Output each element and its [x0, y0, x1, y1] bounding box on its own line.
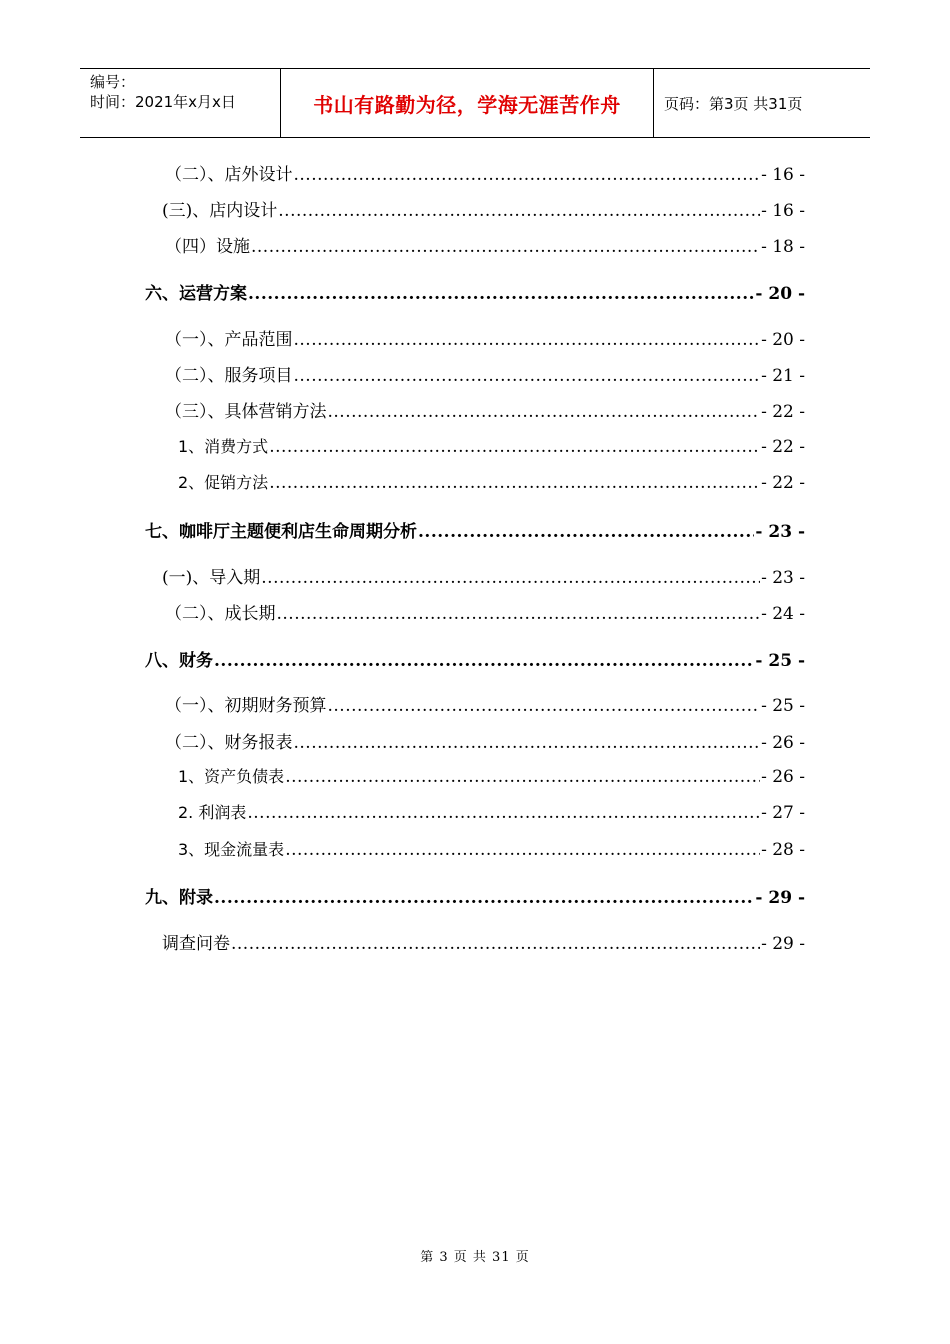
toc-entry[interactable] — [178, 837, 805, 860]
toc-entry[interactable] — [145, 279, 805, 304]
toc-entry-label: （四）设施 — [165, 237, 250, 257]
toc-entry-page: - 26 - — [761, 733, 805, 753]
toc-entry-page: - 29 - — [755, 888, 805, 908]
toc-entry-page: - 20 - — [761, 330, 805, 350]
toc-leader-dots — [294, 330, 761, 350]
toc-entry[interactable] — [162, 929, 805, 954]
toc-entry-page: - 23 - — [755, 522, 805, 542]
page-header — [80, 68, 870, 138]
toc-entry-label: （三）、具体营销方法 — [165, 402, 327, 422]
toc-entry-page: - 22 - — [761, 437, 805, 457]
page-footer: 第 3 页 共 31 页 — [420, 1250, 530, 1265]
toc-entry[interactable] — [165, 160, 805, 185]
toc-entry[interactable] — [165, 325, 805, 350]
toc-entry-label: （二）、成长期 — [165, 604, 276, 624]
toc-entry-label: （一）、产品范围 — [165, 330, 293, 350]
toc-leader-dots — [251, 237, 760, 257]
toc-entry-label: （二）、财务报表 — [165, 733, 293, 753]
toc-entry-label: 七、咖啡厅主题便利店生命周期分析 — [145, 522, 417, 542]
toc-leader-dots — [294, 165, 761, 185]
toc-entry[interactable] — [165, 397, 805, 422]
toc-leader-dots — [278, 201, 760, 221]
toc-leader-dots — [294, 733, 761, 753]
toc-entry-page: - 16 - — [761, 201, 805, 221]
toc-entry-page: - 22 - — [761, 402, 805, 422]
toc-entry[interactable] — [145, 646, 805, 671]
toc-entry-page: - 27 - — [761, 803, 805, 823]
toc-leader-dots — [277, 604, 761, 624]
toc-entry-label: （二）、店外设计 — [165, 165, 293, 185]
toc-entry-label: （二）、服务项目 — [165, 366, 293, 386]
header-page-cell — [654, 69, 870, 137]
toc-entry-label: 3、现金流量表 — [178, 840, 285, 859]
toc-entry-label: （一）、初期财务预算 — [165, 696, 327, 716]
toc-entry-page: - 22 - — [761, 473, 805, 493]
toc-entry[interactable] — [165, 361, 805, 386]
toc-entry-page: - 23 - — [761, 568, 805, 588]
toc-entry-page: - 21 - — [761, 366, 805, 386]
toc-leader-dots — [261, 568, 760, 588]
toc-entry-label: 1、资产负债表 — [178, 767, 285, 786]
toc-entry-page: - 20 - — [755, 284, 805, 304]
toc-leader-dots — [285, 840, 760, 860]
toc-entry[interactable] — [165, 691, 805, 716]
toc-entry[interactable] — [162, 563, 805, 588]
toc-entry-label: 六、运营方案 — [145, 284, 247, 304]
toc-entry-page: - 28 - — [761, 840, 805, 860]
toc-entry-label: 2、促销方法 — [178, 473, 269, 492]
toc-entry-label: (三)、店内设计 — [162, 201, 278, 221]
toc-entry-page: - 18 - — [761, 237, 805, 257]
toc-entry[interactable] — [178, 800, 805, 823]
toc-entry[interactable] — [165, 232, 805, 257]
toc-entry-label: 八、财务 — [145, 651, 213, 671]
toc-entry-label: 1、消费方式 — [178, 437, 269, 456]
toc-leader-dots — [285, 767, 760, 787]
toc-entry-page: - 24 - — [761, 604, 805, 624]
toc-entry[interactable] — [178, 470, 805, 493]
toc-leader-dots — [214, 651, 754, 671]
toc-leader-dots — [269, 437, 760, 457]
header-time: 时间：2021年x月x日 — [90, 93, 236, 111]
header-motto: 书山有路勤为径，学海无涯苦作舟 — [313, 92, 621, 117]
toc-leader-dots — [294, 366, 761, 386]
toc-entry-page: - 25 - — [755, 651, 805, 671]
toc-entry[interactable] — [165, 728, 805, 753]
toc-entry[interactable] — [162, 196, 805, 221]
toc-entry-page: - 16 - — [761, 165, 805, 185]
toc-entry[interactable] — [178, 434, 805, 457]
header-page-number: 页码：第3页 共31页 — [664, 94, 803, 113]
toc-entry-label: (一)、导入期 — [162, 568, 261, 588]
toc-leader-dots — [214, 888, 754, 908]
toc-entry[interactable] — [145, 883, 805, 908]
toc-entry-page: - 26 - — [761, 767, 805, 787]
toc-leader-dots — [328, 402, 761, 422]
toc-leader-dots — [247, 803, 760, 823]
toc-entry-page: - 25 - — [761, 696, 805, 716]
toc-entry-label: 九、附录 — [145, 888, 213, 908]
toc-entry-label: 2. 利润表 — [178, 803, 247, 822]
toc-leader-dots — [248, 284, 754, 304]
toc-entry[interactable] — [178, 764, 805, 787]
header-meta — [80, 69, 281, 137]
toc-leader-dots — [231, 934, 760, 954]
toc-leader-dots — [269, 473, 760, 493]
toc-entry-page: - 29 - — [761, 934, 805, 954]
toc-entry-label: 调查问卷 — [162, 934, 230, 954]
header-number: 编号： — [90, 73, 136, 91]
header-motto-cell — [281, 69, 654, 137]
toc-leader-dots — [418, 522, 754, 542]
toc-leader-dots — [328, 696, 761, 716]
toc-entry[interactable] — [145, 517, 805, 542]
toc-entry[interactable] — [165, 599, 805, 624]
